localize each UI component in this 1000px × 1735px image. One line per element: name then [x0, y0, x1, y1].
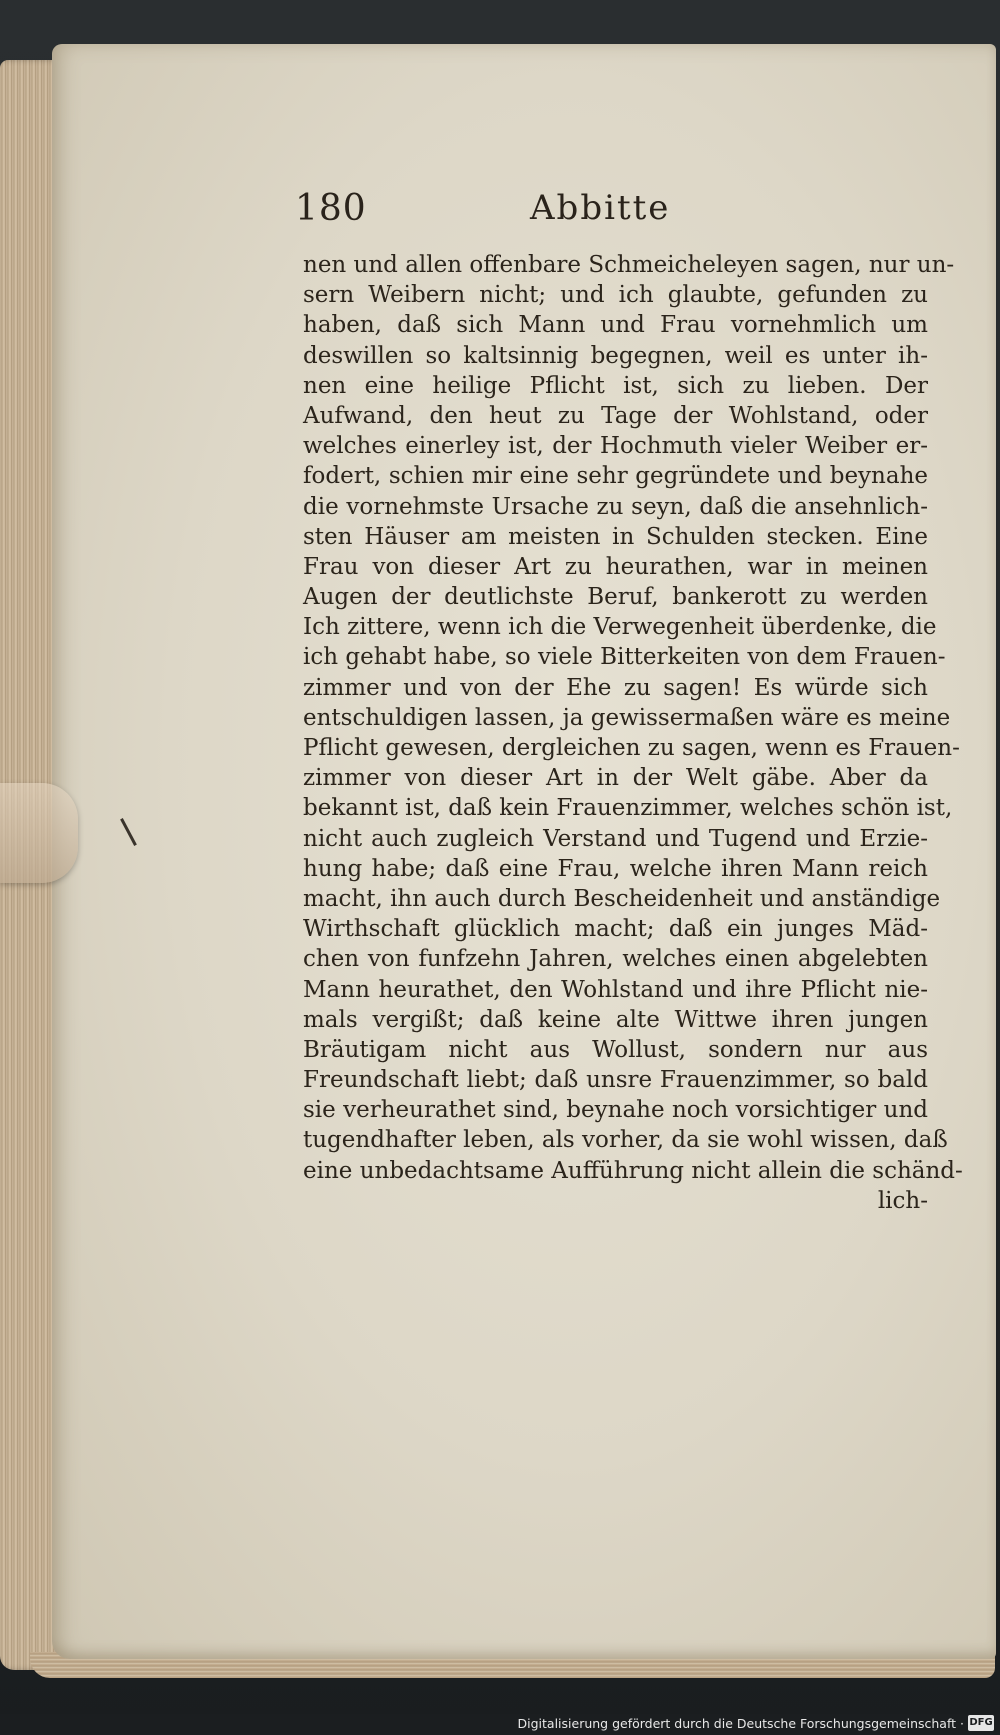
- text-line: Frau von dieser Art zu heurathen, war in meinen: [303, 553, 928, 580]
- text-line: Augen der deutlichste Beruf, bankerott zu werden: [303, 584, 928, 611]
- text-line: eine unbedachtsame Aufführung nicht allein die schänd-: [303, 1157, 963, 1184]
- text-line: tugendhafter leben, als vorher, da sie wohl wissen, daß: [303, 1127, 948, 1154]
- text-line: ich gehabt habe, so viele Bitterkeiten von dem Frauen-: [303, 644, 946, 671]
- body-text: [303, 250, 963, 1216]
- dfg-logo: DFG: [968, 1715, 994, 1731]
- text-line: haben, daß sich Mann und Frau vornehmlich um: [303, 312, 928, 339]
- text-line: bekannt ist, daß kein Frauenzimmer, welches schön ist,: [303, 795, 953, 822]
- catchword: lich-: [877, 1187, 928, 1214]
- text-line: nicht auch zugleich Verstand und Tugend und Erzie-: [303, 825, 928, 852]
- text-line: hung habe; daß eine Frau, welche ihren Mann reich: [303, 855, 928, 882]
- text-line: nen eine heilige Pflicht ist, sich zu lieben. Der: [303, 372, 928, 399]
- text-line: sie verheurathet sind, beynahe noch vorsichtiger und: [303, 1097, 928, 1124]
- text-line: Bräutigam nicht aus Wollust, sondern nur aus: [303, 1036, 928, 1063]
- text-line: sern Weibern nicht; und ich glaubte, gefunden zu: [303, 282, 928, 309]
- text-line: Ich zittere, wenn ich die Verwegenheit überdenke, die: [303, 614, 937, 641]
- text-line: Mann heurathet, den Wohlstand und ihre Pflicht nie-: [303, 976, 928, 1003]
- footer-credit: Digitalisierung gefördert durch die Deutsche Forschungsgemeinschaft ·: [517, 1716, 964, 1731]
- text-line: mals vergißt; daß keine alte Wittwe ihren jungen: [303, 1006, 928, 1033]
- running-head: Abbitte: [530, 188, 671, 228]
- text-line: die vornehmste Ursache zu seyn, daß die ansehnlich-: [303, 493, 928, 520]
- text-line: welches einerley ist, der Hochmuth vieler Weiber er-: [303, 433, 928, 460]
- text-line: Wirthschaft glücklich macht; daß ein junges Mäd-: [303, 916, 928, 943]
- text-line: chen von funfzehn Jahren, welches einen abgelebten: [303, 946, 928, 973]
- text-line: deswillen so kaltsinnig begegnen, weil es unter ih-: [303, 342, 928, 369]
- page-header: [295, 188, 695, 234]
- text-line: Pflicht gewesen, dergleichen zu sagen, wenn es Frauen-: [303, 735, 960, 761]
- page-clip: [0, 783, 78, 883]
- text-line: entschuldigen lassen, ja gewissermaßen wäre es meine: [303, 704, 951, 731]
- text-line: zimmer von dieser Art in der Welt gäbe. Aber da: [303, 765, 928, 792]
- text-line: nen und allen offenbare Schmeicheleyen sagen, nur un-: [303, 252, 955, 278]
- text-line: Aufwand, den heut zu Tage der Wohlstand, oder: [303, 402, 928, 429]
- text-line: macht, ihn auch durch Bescheidenheit und anständige: [303, 885, 941, 912]
- text-line: zimmer und von der Ehe zu sagen! Es würde sich: [303, 674, 928, 701]
- text-line: sten Häuser am meisten in Schulden stecken. Eine: [303, 523, 928, 550]
- text-line: fodert, schien mir eine sehr gegründete und beynahe: [303, 463, 928, 490]
- page-number: 180: [295, 188, 367, 229]
- text-line: Freundschaft liebt; daß unsre Frauenzimmer, so bald: [303, 1067, 928, 1094]
